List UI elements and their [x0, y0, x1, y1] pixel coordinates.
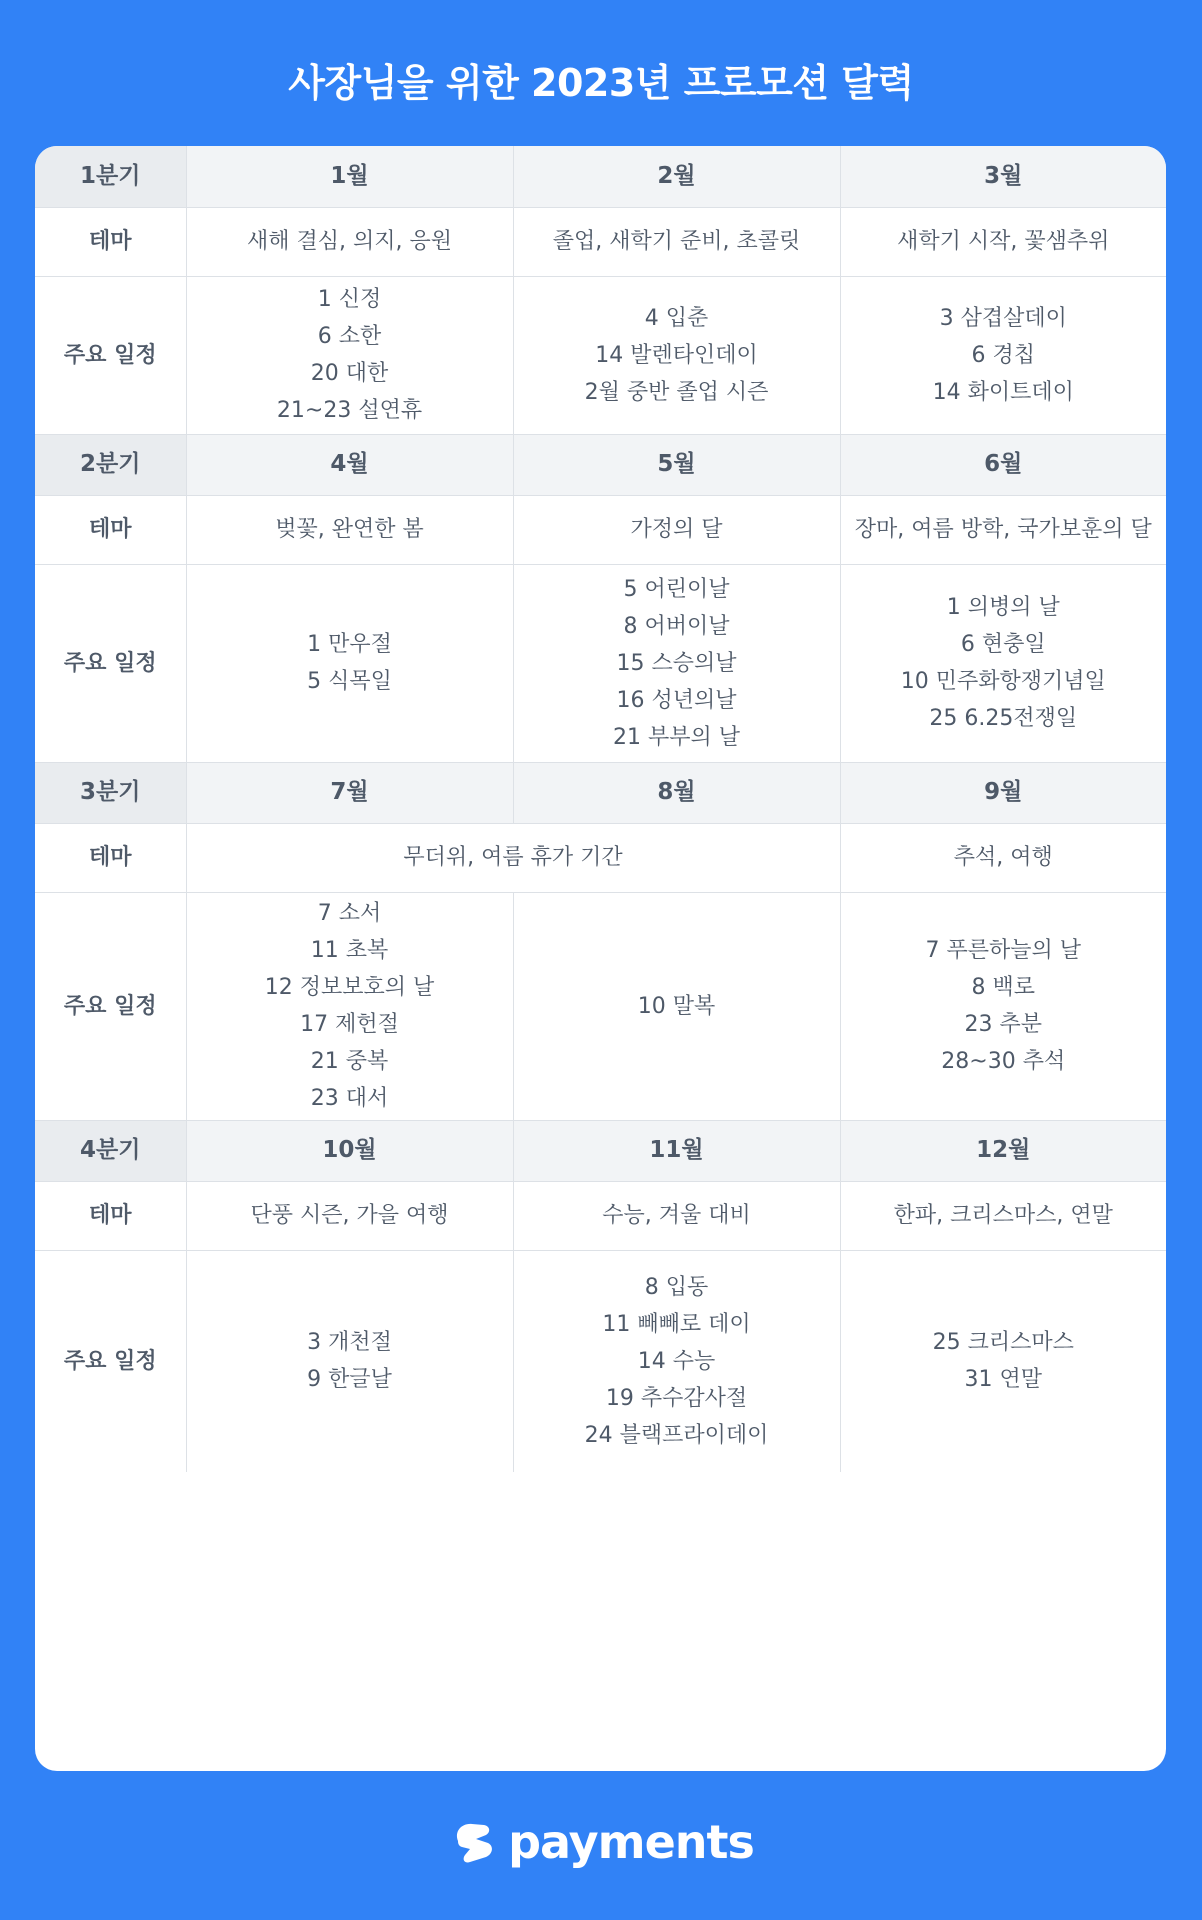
schedule-row — [35, 1250, 1166, 1472]
month-header: 7월 — [186, 762, 513, 823]
month-header: 3월 — [840, 146, 1166, 207]
schedule-item: 28~30 추석 — [941, 1049, 1066, 1074]
schedule-item: 31 연말 — [964, 1367, 1042, 1393]
schedule-item: 9 한글날 — [307, 1367, 392, 1393]
month-header: 5월 — [513, 434, 840, 495]
schedule-cell — [513, 564, 840, 762]
schedule-cell — [513, 892, 840, 1120]
month-header: 1월 — [186, 146, 513, 207]
month-header: 9월 — [840, 762, 1166, 823]
schedule-item: 1 만우절 — [307, 632, 392, 657]
brand-footer — [0, 1812, 1202, 1872]
schedule-item: 12 정보보호의 날 — [264, 975, 435, 1000]
theme-label: 테마 — [35, 823, 186, 892]
theme-row — [35, 207, 1166, 276]
schedule-item: 14 발렌타인데이 — [595, 342, 758, 368]
month-header: 8월 — [513, 762, 840, 823]
schedule-row — [35, 276, 1166, 434]
schedule-label: 주요 일정 — [35, 564, 186, 762]
month-header: 4월 — [186, 434, 513, 495]
month-header: 10월 — [186, 1120, 513, 1181]
schedule-item: 6 소한 — [317, 324, 382, 349]
schedule-item: 1 신정 — [317, 287, 382, 312]
month-header: 2월 — [513, 146, 840, 207]
schedule-item: 19 추수감사절 — [605, 1385, 748, 1411]
theme-row — [35, 495, 1166, 564]
schedule-item: 7 푸른하늘의 날 — [925, 938, 1081, 963]
schedule-item: 8 어버이날 — [623, 613, 730, 639]
schedule-row — [35, 892, 1166, 1120]
quarter-label: 3분기 — [35, 762, 186, 823]
schedule-item: 14 수능 — [637, 1348, 716, 1374]
schedule-item: 5 식목일 — [307, 669, 392, 694]
theme-cell: 새학기 시작, 꽃샘추위 — [840, 207, 1166, 276]
schedule-item: 20 대한 — [310, 361, 389, 386]
month-header: 12월 — [840, 1120, 1166, 1181]
quarter-header-row — [35, 1120, 1166, 1181]
page-title: 사장님을 위한 2023년 프로모션 달력 — [288, 61, 914, 105]
schedule-item: 3 삼겹살데이 — [939, 305, 1067, 331]
theme-cell: 추석, 여행 — [840, 823, 1166, 892]
schedule-cell — [840, 892, 1166, 1120]
schedule-item: 17 제헌절 — [300, 1012, 399, 1037]
schedule-item: 25 6.25전쟁일 — [929, 706, 1078, 731]
quarter-header-row — [35, 762, 1166, 823]
quarter-header-row — [35, 146, 1166, 207]
schedule-item: 4 입춘 — [644, 305, 709, 331]
schedule-item: 5 어린이날 — [623, 576, 730, 602]
schedule-item: 24 블랙프라이데이 — [584, 1422, 769, 1448]
schedule-item: 2월 중반 졸업 시즌 — [584, 379, 769, 405]
theme-label: 테마 — [35, 1181, 186, 1250]
schedule-cell — [840, 276, 1166, 434]
schedule-cell — [186, 276, 513, 434]
theme-cell: 한파, 크리스마스, 연말 — [840, 1181, 1166, 1250]
schedule-item: 10 민주화항쟁기념일 — [900, 669, 1106, 694]
schedule-cell — [513, 276, 840, 434]
schedule-item: 1 의병의 날 — [946, 595, 1060, 620]
schedule-item: 8 입동 — [644, 1274, 709, 1300]
calendar-card — [35, 146, 1166, 1771]
schedule-item: 3 개천절 — [307, 1330, 392, 1356]
schedule-item: 15 스승의날 — [616, 650, 737, 676]
schedule-item: 6 경칩 — [971, 342, 1035, 368]
schedule-item: 21~23 설연휴 — [276, 398, 423, 423]
schedule-item: 6 현충일 — [960, 632, 1046, 657]
theme-row — [35, 823, 1166, 892]
brand-name: payments — [508, 1815, 754, 1869]
theme-cell: 벚꽃, 완연한 봄 — [186, 495, 513, 564]
month-header: 6월 — [840, 434, 1166, 495]
schedule-cell — [840, 1250, 1166, 1472]
quarter-label: 2분기 — [35, 434, 186, 495]
schedule-item: 7 소서 — [317, 901, 382, 926]
quarter-label: 1분기 — [35, 146, 186, 207]
schedule-cell — [186, 564, 513, 762]
theme-label: 테마 — [35, 207, 186, 276]
schedule-cell — [186, 1250, 513, 1472]
schedule-item: 21 부부의 날 — [613, 724, 740, 750]
schedule-label: 주요 일정 — [35, 276, 186, 434]
schedule-label: 주요 일정 — [35, 892, 186, 1120]
schedule-row — [35, 564, 1166, 762]
schedule-cell — [513, 1250, 840, 1472]
theme-cell: 가정의 달 — [513, 495, 840, 564]
month-header: 11월 — [513, 1120, 840, 1181]
schedule-label: 주요 일정 — [35, 1250, 186, 1472]
schedule-item: 11 초복 — [310, 938, 389, 963]
quarter-header-row — [35, 434, 1166, 495]
theme-cell: 졸업, 새학기 준비, 초콜릿 — [513, 207, 840, 276]
promotion-calendar-table — [35, 146, 1166, 1472]
theme-cell: 단풍 시즌, 가을 여행 — [186, 1181, 513, 1250]
schedule-item: 23 추분 — [964, 1012, 1042, 1037]
theme-cell: 장마, 여름 방학, 국가보훈의 달 — [840, 495, 1166, 564]
theme-cell: 수능, 겨울 대비 — [513, 1181, 840, 1250]
schedule-item: 16 성년의날 — [616, 687, 737, 713]
schedule-item: 8 백로 — [971, 975, 1035, 1000]
schedule-item: 25 크리스마스 — [932, 1330, 1074, 1356]
theme-label: 테마 — [35, 495, 186, 564]
schedule-item: 21 중복 — [310, 1049, 389, 1074]
schedule-cell — [840, 564, 1166, 762]
schedule-item: 23 대서 — [310, 1086, 389, 1111]
schedule-item: 14 화이트데이 — [932, 379, 1074, 405]
schedule-item: 10 말복 — [637, 993, 716, 1019]
schedule-cell — [186, 892, 513, 1120]
theme-cell: 새해 결심, 의지, 응원 — [186, 207, 513, 276]
quarter-label: 4분기 — [35, 1120, 186, 1181]
toss-logo-icon — [448, 1817, 498, 1867]
theme-cell: 무더위, 여름 휴가 기간 — [186, 823, 840, 892]
schedule-item: 11 빼빼로 데이 — [602, 1311, 751, 1337]
theme-row — [35, 1181, 1166, 1250]
